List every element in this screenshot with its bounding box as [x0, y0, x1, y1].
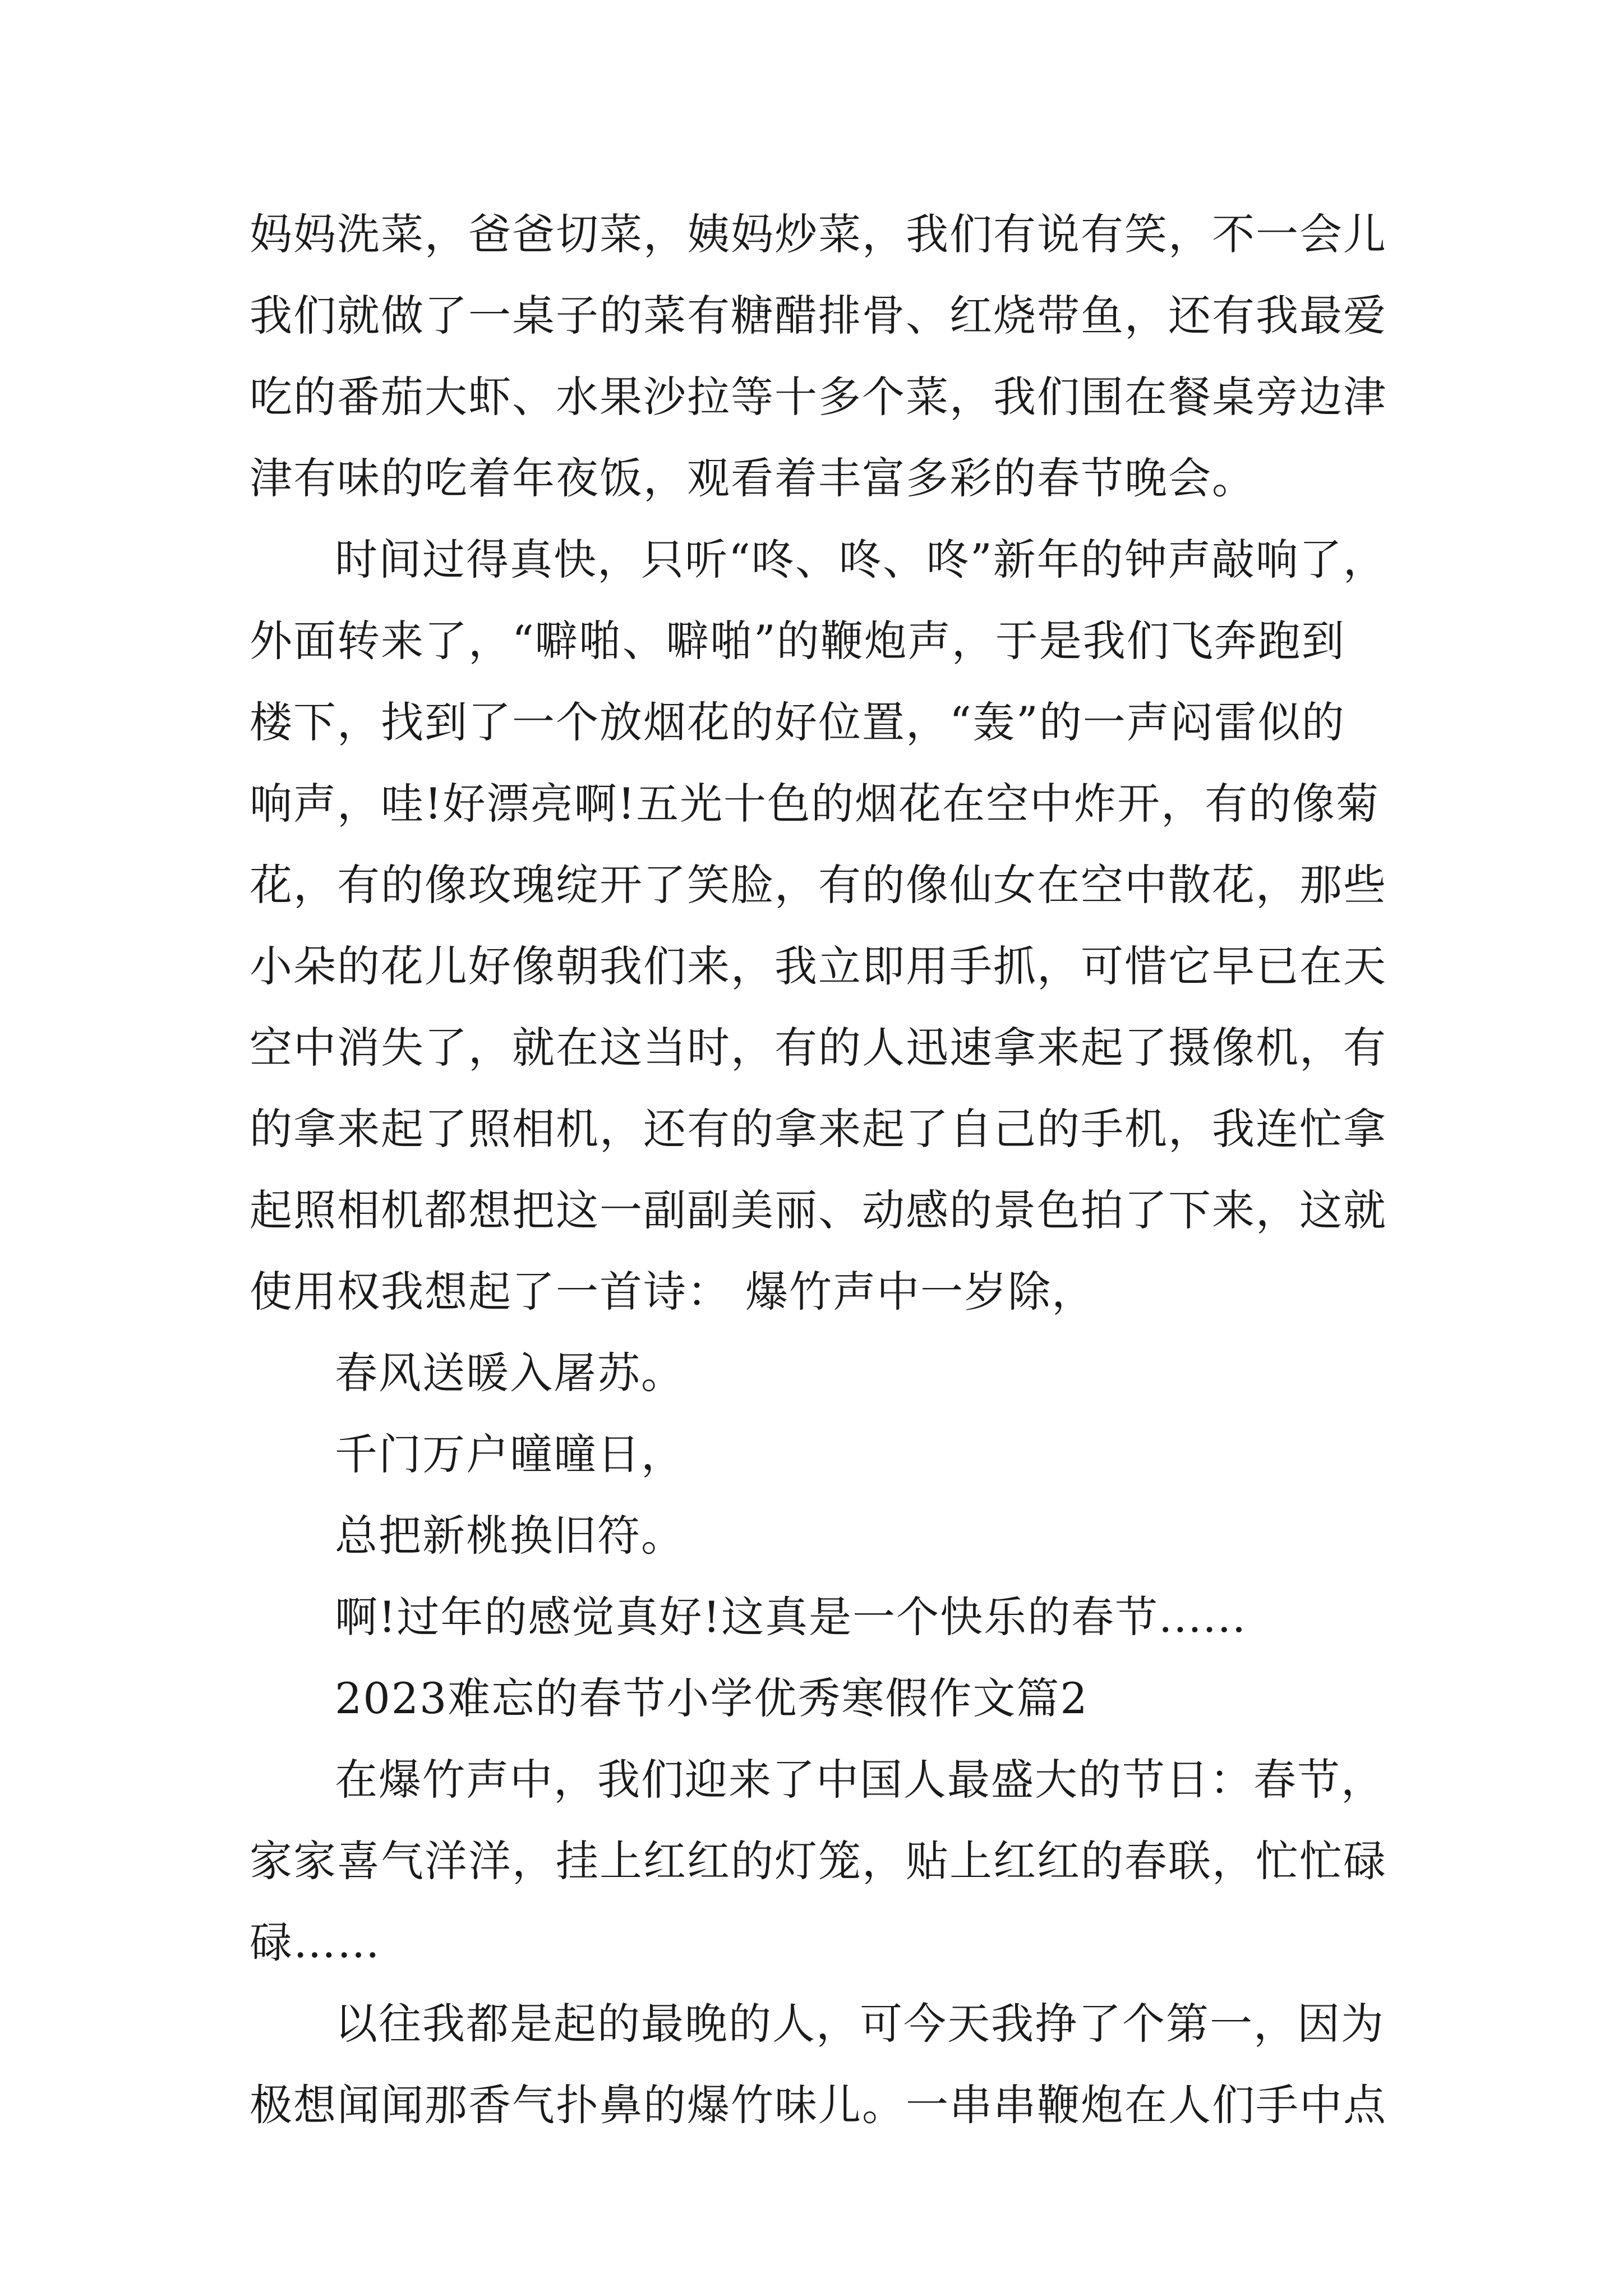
text-line: 春风送暖入屠苏。 [335, 1348, 685, 1398]
text-line: 我们就做了一桌子的菜有糖醋排骨、红烧带鱼，还有我最爱 [250, 291, 1387, 341]
text-line: 啊!过年的感觉真好!这真是一个快乐的春节...... [335, 1592, 1247, 1642]
text-line: 2023难忘的春节小学优秀寒假作文篇2 [335, 1673, 1089, 1723]
text-line: 使用权我想起了一首诗： 爆竹声中一岁除， [250, 1267, 1096, 1317]
text-line: 妈妈洗菜，爸爸切菜，姨妈炒菜，我们有说有笑，不一会儿 [250, 209, 1387, 259]
text-line: 楼下，找到了一个放烟花的好位置，“轰”的一声闷雷似的 [250, 697, 1345, 747]
article-body [250, 194, 1387, 2146]
text-line: 家家喜气洋洋，挂上红红的灯笼，贴上红红的春联，忙忙碌 [250, 1836, 1387, 1886]
text-line: 津有味的吃着年夜饭，观看着丰富多彩的春节晚会。 [250, 453, 1256, 503]
text-line: 极想闻闻那香气扑鼻的爆竹味儿。一串串鞭炮在人们手中点 [250, 2080, 1387, 2130]
text-line: 千门万户曈曈日， [335, 1429, 685, 1479]
text-line: 时间过得真快，只听“咚、咚、咚”新年的钟声敲响了， [335, 535, 1387, 585]
text-line: 总把新桃换旧符。 [335, 1511, 685, 1561]
text-line: 花，有的像玫瑰绽开了笑脸，有的像仙女在空中散花，那些 [250, 860, 1387, 910]
text-line: 起照相机都想把这一副副美丽、动感的景色拍了下来，这就 [250, 1185, 1387, 1235]
text-line: 小朵的花儿好像朝我们来，我立即用手抓，可惜它早已在天 [250, 941, 1387, 991]
text-line: 在爆竹声中，我们迎来了中国人最盛大的节日：春节， [335, 1755, 1385, 1805]
text-line: 碌…… [250, 1917, 381, 1967]
text-line: 外面转来了，“噼啪、噼啪”的鞭炮声，于是我们飞奔跑到 [250, 616, 1345, 666]
text-line: 响声，哇!好漂亮啊!五光十色的烟花在空中炸开，有的像菊 [250, 779, 1380, 829]
text-line: 的拿来起了照相机，还有的拿来起了自己的手机，我连忙拿 [250, 1104, 1387, 1154]
text-line: 吃的番茄大虾、水果沙拉等十多个菜，我们围在餐桌旁边津 [250, 372, 1387, 422]
text-line: 以往我都是起的最晚的人，可今天我挣了个第一，因为 [335, 1999, 1385, 2049]
text-line: 空中消失了，就在这当时，有的人迅速拿来起了摄像机，有 [250, 1023, 1387, 1073]
